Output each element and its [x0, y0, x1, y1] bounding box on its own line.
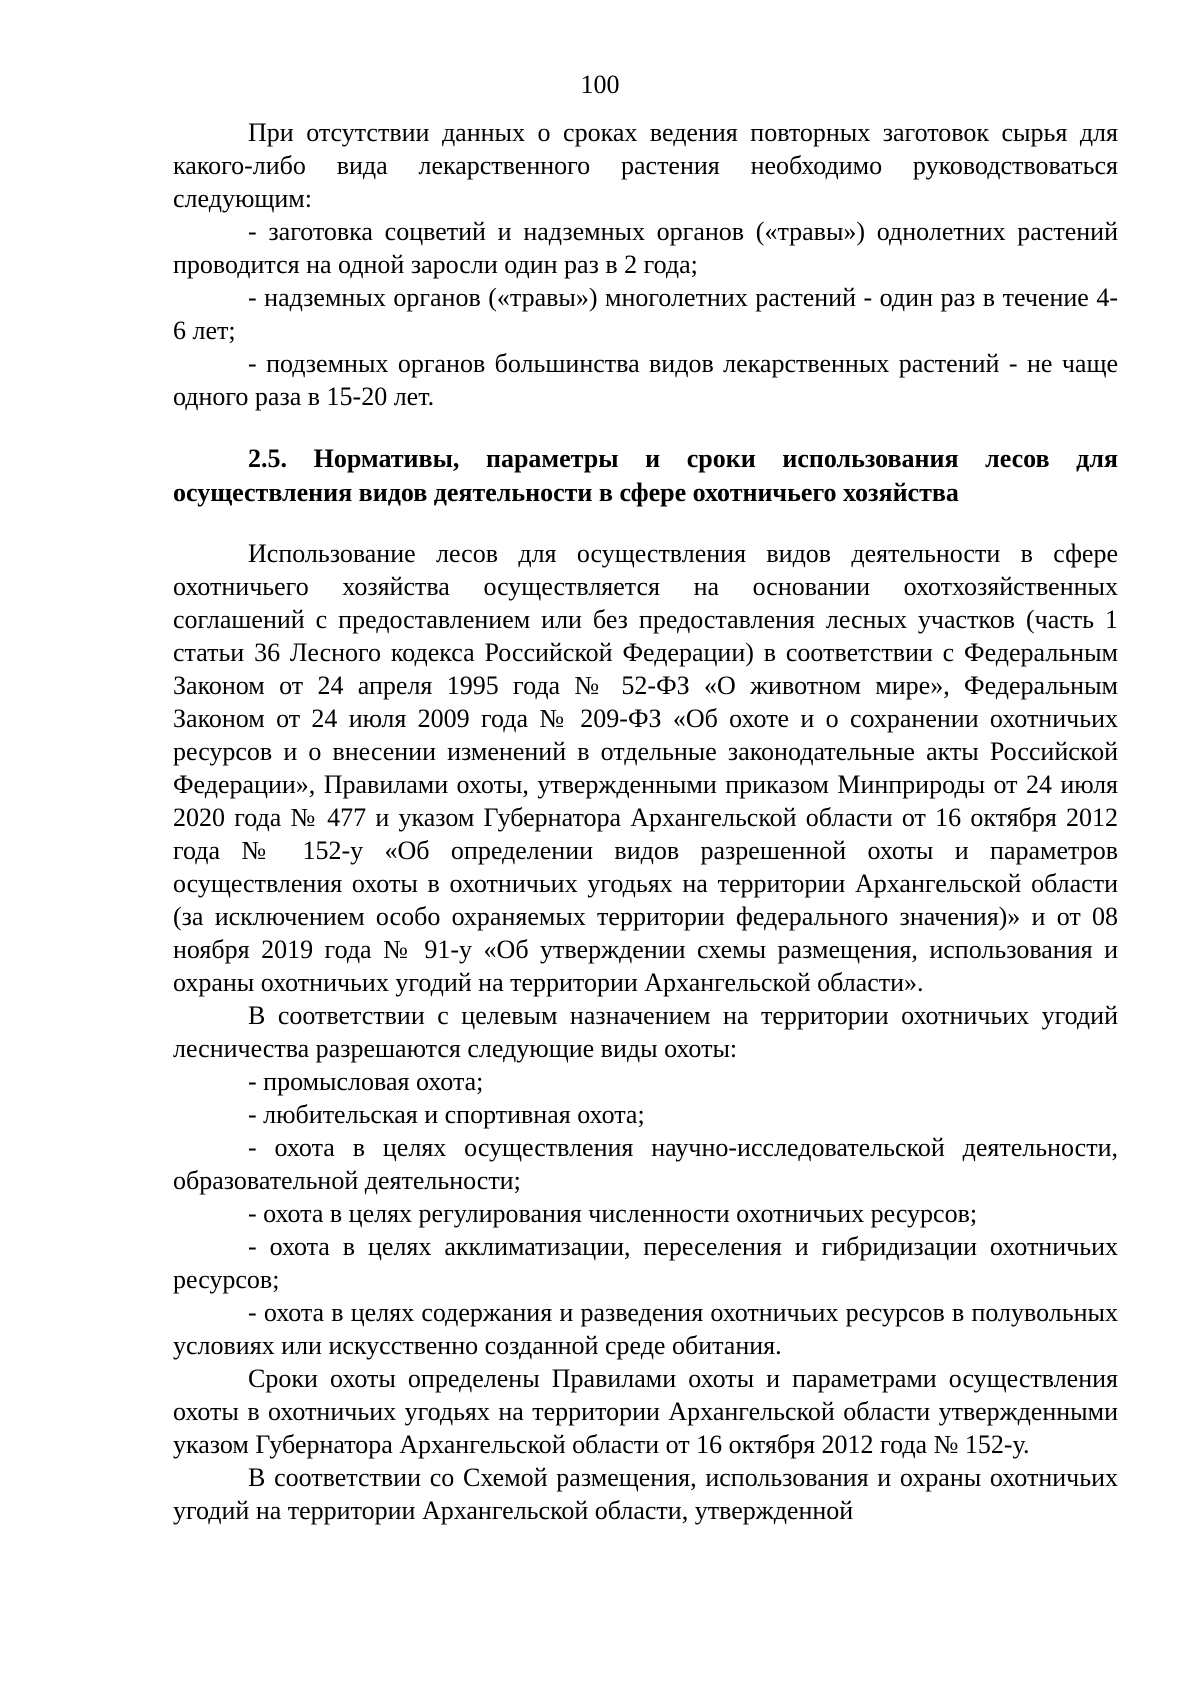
list-item: - охота в целях осуществления научно-исследовательской деятельности, образовательной деятельности;: [173, 1133, 1118, 1195]
list-item: - охота в целях регулирования численности охотничьих ресурсов;: [248, 1199, 978, 1228]
list-item: - промысловая охота;: [248, 1067, 484, 1096]
paragraph: В соответствии со Схемой размещения, использования и охраны охотничьих угодий на территории Архангельской области, утвержденной: [173, 1463, 1118, 1525]
paragraph: При отсутствии данных о сроках ведения повторных заготовок сырья для какого-либо вида лекарственного растения необходимо руководствоваться следующим:: [173, 118, 1118, 213]
page-number: 100: [580, 70, 620, 99]
body-section: [173, 537, 1118, 1527]
list-item: - заготовка соцветий и надземных органов («травы») однолетних растений проводится на одной заросли один раз в 2 года;: [173, 217, 1118, 279]
list-item: - охота в целях содержания и разведения охотничьих ресурсов в полувольных условиях или искусственно созданной среде обитания.: [173, 1298, 1118, 1360]
list-item: - надземных органов («травы») многолетних растений - один раз в течение 4-6 лет;: [173, 283, 1118, 345]
list-item: - охота в целях акклиматизации, переселения и гибридизации охотничьих ресурсов;: [173, 1232, 1118, 1294]
paragraph: Использование лесов для осуществления видов деятельности в сфере охотничьего хозяйства осуществляется на основании охотхозяйственных соглашений с предоставлением или без предоставления лесных участков (часть 1 статьи 36 Лесного кодекса Российской Федерации) в соответствии с Федеральным Законом от 24 апреля 1995 года № 52-ФЗ «О животном мире», Федеральным Законом от 24 июля 2009 года № 209-ФЗ «Об охоте и о сохранении охотничьих ресурсов и о внесении изменений в отдельные законодательные акты Российской Федерации», Правилами охоты, утвержденными приказом Минприроды от 24 июля 2020 года № 477 и указом Губернатора Архангельской области от 16 октября 2012 года № 152-у «Об определении видов разрешенной охоты и параметров осуществления охоты в охотничьих угодьях на территории Архангельской области (за исключением особо охраняемых территории федерального значения)» и от 08 ноября 2019 года № 91-у «Об утверждении схемы размещения, использования и охраны охотничьих угодий на территории Архангельской области».: [173, 539, 1118, 997]
list-item: - подземных органов большинства видов лекарственных растений - не чаще одного раза в 15-20 лет.: [173, 349, 1118, 411]
paragraph: Сроки охоты определены Правилами охоты и параметрами осуществления охоты в охотничьих угодьях на территории Архангельской области утвержденными указом Губернатора Архангельской области от 16 октября 2012 года № 152-у.: [173, 1364, 1118, 1459]
section-heading: 2.5. Нормативы, параметры и сроки использования лесов для осуществления видов деятельности в сфере охотничьего хозяйства: [173, 444, 1118, 507]
intro-section: [173, 116, 1118, 413]
list-item: - любительская и спортивная охота;: [248, 1100, 645, 1129]
paragraph: В соответствии с целевым назначением на территории охотничьих угодий лесничества разрешаются следующие виды охоты:: [173, 1001, 1118, 1063]
